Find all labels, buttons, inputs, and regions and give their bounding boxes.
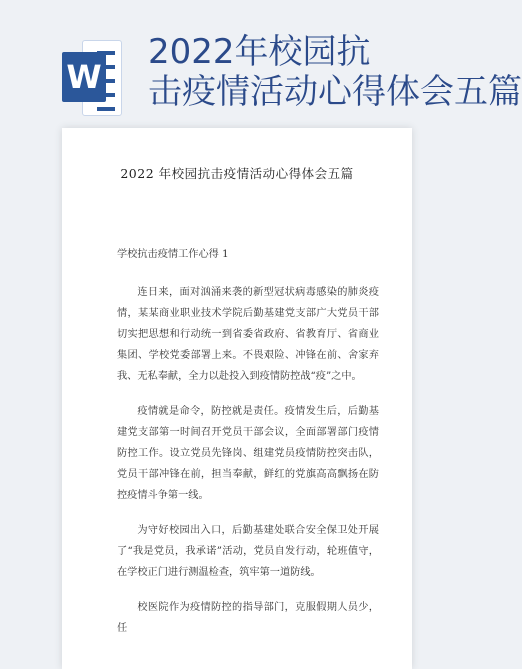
paragraph-3: 为守好校园出入口，后勤基建处联合安全保卫处开展了“我是党员，我承诺”活动，党员自发行动，轮班值守，在学校正门进行测温检查，筑牢第一道防线。: [117, 525, 379, 578]
banner-title-line2: 击疫情活动心得体会五篇: [148, 72, 522, 112]
document-body: [117, 248, 379, 653]
paragraph-2: 疫情就是命令，防控就是责任。疫情发生后，后勤基建党支部第一时间召开党员干部会议，全面部署部门疫情防控工作。设立党员先锋岗、组建党员疫情防控突击队，党员干部冲锋在前，担当奉献，鲜红的党旗高高飘扬在防控疫情斗争第一线。: [117, 406, 379, 501]
paragraph-1: 连日来，面对汹涌来袭的新型冠状病毒感染的肺炎疫情，某某商业职业技术学院后勤基建党支部广大党员干部切实把思想和行动统一到省委省政府、省教育厅、省商业集团、学校党委部署上来。不畏艰险、冲锋在前、舍家弃我、无私奉献，全力以赴投入到疫情防控战“疫”之中。: [117, 287, 379, 382]
document-subtitle: 学校抗击疫情工作心得 1: [117, 249, 229, 260]
banner-title: [148, 32, 522, 112]
document-page: [62, 128, 412, 669]
word-badge: W: [62, 52, 106, 102]
banner-title-line1: 2022年校园抗: [148, 32, 371, 72]
paragraph-4: 校医院作为疫情防控的指导部门，克服假期人员少，任: [117, 602, 379, 634]
word-doc-icon: [62, 40, 120, 114]
document-title: 2022 年校园抗击疫情活动心得体会五篇: [120, 166, 354, 181]
